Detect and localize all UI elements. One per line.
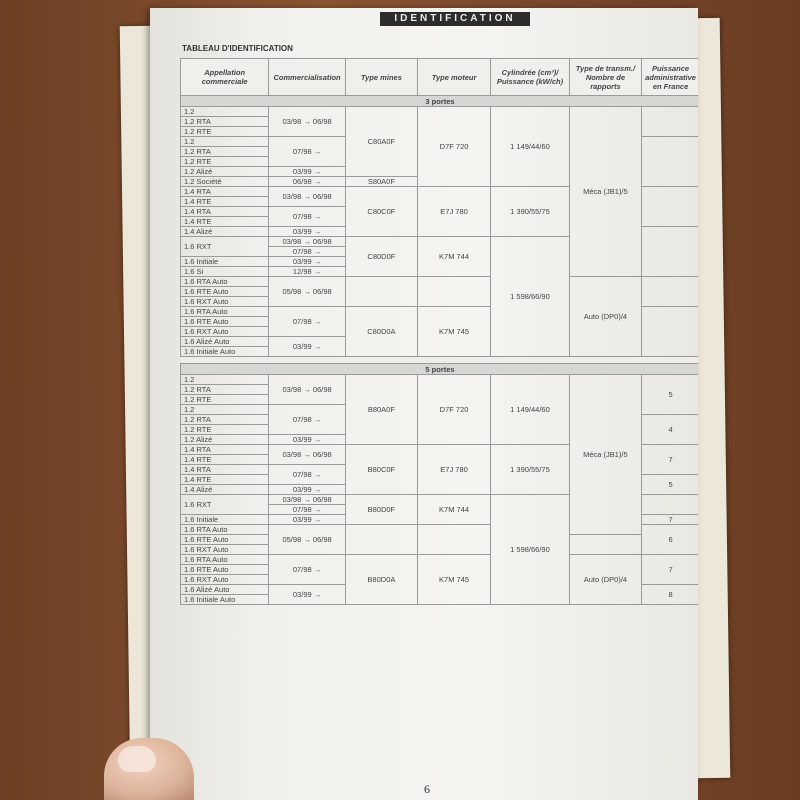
date-cell: 03/99 → [269, 485, 346, 495]
table-row: 1.4 RTE [181, 197, 269, 207]
table-row: 1.2 RTA [181, 117, 269, 127]
date-cell: 07/98 → [269, 247, 346, 257]
table-row: 1.4 RTA [181, 187, 269, 197]
mines-cell: C80D0A [345, 307, 417, 357]
table-row: 1.2 RTA [181, 147, 269, 157]
extra-cell [642, 227, 698, 277]
date-cell: 03/98 → 06/98 [269, 237, 346, 247]
extra-cell: 7 [642, 515, 698, 525]
table-row: 1.6 RXT Auto [181, 575, 269, 585]
mines-cell [345, 525, 417, 555]
date-cell: 05/98 → 06/98 [269, 525, 346, 555]
moteur-cell: K7M 744 [417, 237, 490, 277]
moteur-cell [417, 525, 490, 555]
date-cell: 06/98 → [269, 177, 346, 187]
table-row: 1.2 [181, 107, 269, 117]
col-header-commercialisation: Commercialisation [269, 59, 346, 96]
col-header-type-moteur: Type moteur [417, 59, 490, 96]
col-header-transmission: Type de transm./ Nombre de rapports [569, 59, 641, 96]
table-row: 1.4 RTA [181, 465, 269, 475]
moteur-cell: K7M 745 [417, 307, 490, 357]
date-cell: 07/98 → [269, 307, 346, 337]
cyl-cell: 1 598/66/90 [491, 237, 570, 357]
table-row: 1.6 RTE Auto [181, 535, 269, 545]
extra-cell: 5 [642, 475, 698, 495]
extra-cell [642, 107, 698, 137]
moteur-cell: E7J 780 [417, 187, 490, 237]
table-row: 1.4 RTE [181, 475, 269, 485]
cyl-cell: 1 390/55/75 [491, 445, 570, 495]
document-page [150, 8, 698, 800]
col-header-type-mines: Type mines [345, 59, 417, 96]
table-row: 1.4 RTE [181, 455, 269, 465]
date-cell: 03/99 → [269, 337, 346, 357]
table-row: 1.6 RTA Auto [181, 307, 269, 317]
table-row: 1.4 Alizé [181, 227, 269, 237]
table-row: 1.2 [181, 375, 269, 385]
extra-cell: 7 [642, 445, 698, 475]
date-cell: 07/98 → [269, 137, 346, 167]
table-row: 1.6 Initiale [181, 257, 269, 267]
section-banner: IDENTIFICATION [380, 12, 530, 26]
extra-cell: 5 [642, 375, 698, 415]
extra-cell: 4 [642, 415, 698, 445]
extra-cell [642, 307, 698, 357]
table-row: 1.6 RXT Auto [181, 297, 269, 307]
table-row: 1.4 RTA [181, 445, 269, 455]
table-title: TABLEAU D'IDENTIFICATION [182, 44, 293, 53]
table-row: 1.2 RTA [181, 385, 269, 395]
table-row: 1.4 RTE [181, 217, 269, 227]
extra-cell: 6 [642, 525, 698, 555]
date-cell: 05/98 → 06/98 [269, 277, 346, 307]
date-cell: 07/98 → [269, 465, 346, 485]
identification-table [180, 58, 698, 605]
table-row: 1.2 Société [181, 177, 269, 187]
section-label-5-portes: 5 portes [181, 364, 699, 375]
moteur-cell: D7F 720 [417, 107, 490, 187]
mines-cell: C80D0F [345, 237, 417, 277]
date-cell: 03/99 → [269, 257, 346, 267]
moteur-cell: K7M 744 [417, 495, 490, 525]
extra-cell [642, 277, 698, 307]
table-row: 1.6 Alizé Auto [181, 337, 269, 347]
mines-cell: B80A0F [345, 375, 417, 445]
trans-cell: Méca (JB1)/5 [569, 375, 641, 535]
table-row: 1.2 RTE [181, 157, 269, 167]
thumbnail-nail [118, 746, 156, 772]
date-cell: 07/98 → [269, 207, 346, 227]
table-row: 1.2 Alizé [181, 435, 269, 445]
extra-cell [642, 495, 698, 515]
table-row: 1.6 RTA Auto [181, 555, 269, 565]
mines-cell: B80D0F [345, 495, 417, 525]
table-row: 1.6 RTE Auto [181, 565, 269, 575]
cyl-cell: 1 598/66/90 [491, 495, 570, 605]
table-row: 1.4 RTA [181, 207, 269, 217]
col-header-cylindree: Cylindrée (cm³)/ Puissance (kW/ch) [491, 59, 570, 96]
table-row: 1.6 Si [181, 267, 269, 277]
mines-cell: C80C0F [345, 187, 417, 237]
extra-cell: 7 [642, 555, 698, 585]
table-row: 1.6 RTA Auto [181, 277, 269, 287]
mines-cell: B80D0A [345, 555, 417, 605]
mines-cell: S80A0F [345, 177, 417, 187]
table-row: 1.2 RTE [181, 127, 269, 137]
table-row: 1.6 Initiale [181, 515, 269, 525]
mines-cell [345, 277, 417, 307]
date-cell: 03/99 → [269, 515, 346, 525]
moteur-cell: E7J 780 [417, 445, 490, 495]
mines-cell: C80A0F [345, 107, 417, 177]
table-row: 1.6 RXT Auto [181, 327, 269, 337]
table-row: 1.6 RTE Auto [181, 287, 269, 297]
date-cell: 03/98 → 06/98 [269, 495, 346, 505]
date-cell: 07/98 → [269, 505, 346, 515]
table-row: 1.2 [181, 405, 269, 415]
table-row: 1.6 Alizé Auto [181, 585, 269, 595]
date-cell: 03/98 → 06/98 [269, 375, 346, 405]
date-cell: 03/98 → 06/98 [269, 107, 346, 137]
cyl-cell: 1 149/44/60 [491, 375, 570, 445]
cyl-cell: 1 390/55/75 [491, 187, 570, 237]
extra-cell: 8 [642, 585, 698, 605]
col-header-appellation: Appellation commerciale [181, 59, 269, 96]
table-row: 1.4 Alizé [181, 485, 269, 495]
date-cell: 03/99 → [269, 227, 346, 237]
extra-cell [642, 187, 698, 227]
trans-cell: Méca (JB1)/5 [569, 107, 641, 277]
date-cell: 07/98 → [269, 405, 346, 435]
mines-cell: B80C0F [345, 445, 417, 495]
table-row: 1.6 Initiale Auto [181, 347, 269, 357]
table-row: 1.6 RXT [181, 495, 269, 515]
table-row: 1.6 RTA Auto [181, 525, 269, 535]
date-cell: 07/98 → [269, 555, 346, 585]
moteur-cell [417, 277, 490, 307]
extra-cell [642, 137, 698, 187]
date-cell: 03/98 → 06/98 [269, 187, 346, 207]
cyl-cell: 1 149/44/60 [491, 107, 570, 187]
date-cell: 03/99 → [269, 167, 346, 177]
table-row: 1.2 [181, 137, 269, 147]
section-gap [181, 357, 699, 364]
date-cell: 12/98 → [269, 267, 346, 277]
moteur-cell: K7M 745 [417, 555, 490, 605]
thumb [104, 738, 194, 800]
table-row: 1.2 RTA [181, 415, 269, 425]
table-row: 1.6 Initiale Auto [181, 595, 269, 605]
table-row: 1.6 RXT [181, 237, 269, 257]
table-row: 1.2 Alizé [181, 167, 269, 177]
table-row: 1.2 RTE [181, 395, 269, 405]
col-header-puissance: Puissance administrative en France [642, 59, 698, 96]
table-row: 1.2 RTE [181, 425, 269, 435]
section-label-3-portes: 3 portes [181, 96, 699, 107]
date-cell: 03/98 → 06/98 [269, 445, 346, 465]
moteur-cell: D7F 720 [417, 375, 490, 445]
date-cell: 03/99 → [269, 435, 346, 445]
page-number: 6 [424, 782, 430, 796]
date-cell: 03/99 → [269, 585, 346, 605]
trans-cell: Auto (DP0)/4 [569, 277, 641, 357]
trans-cell: Auto (DP0)/4 [569, 555, 641, 605]
table-row: 1.6 RXT Auto [181, 545, 269, 555]
table-row: 1.6 RTE Auto [181, 317, 269, 327]
